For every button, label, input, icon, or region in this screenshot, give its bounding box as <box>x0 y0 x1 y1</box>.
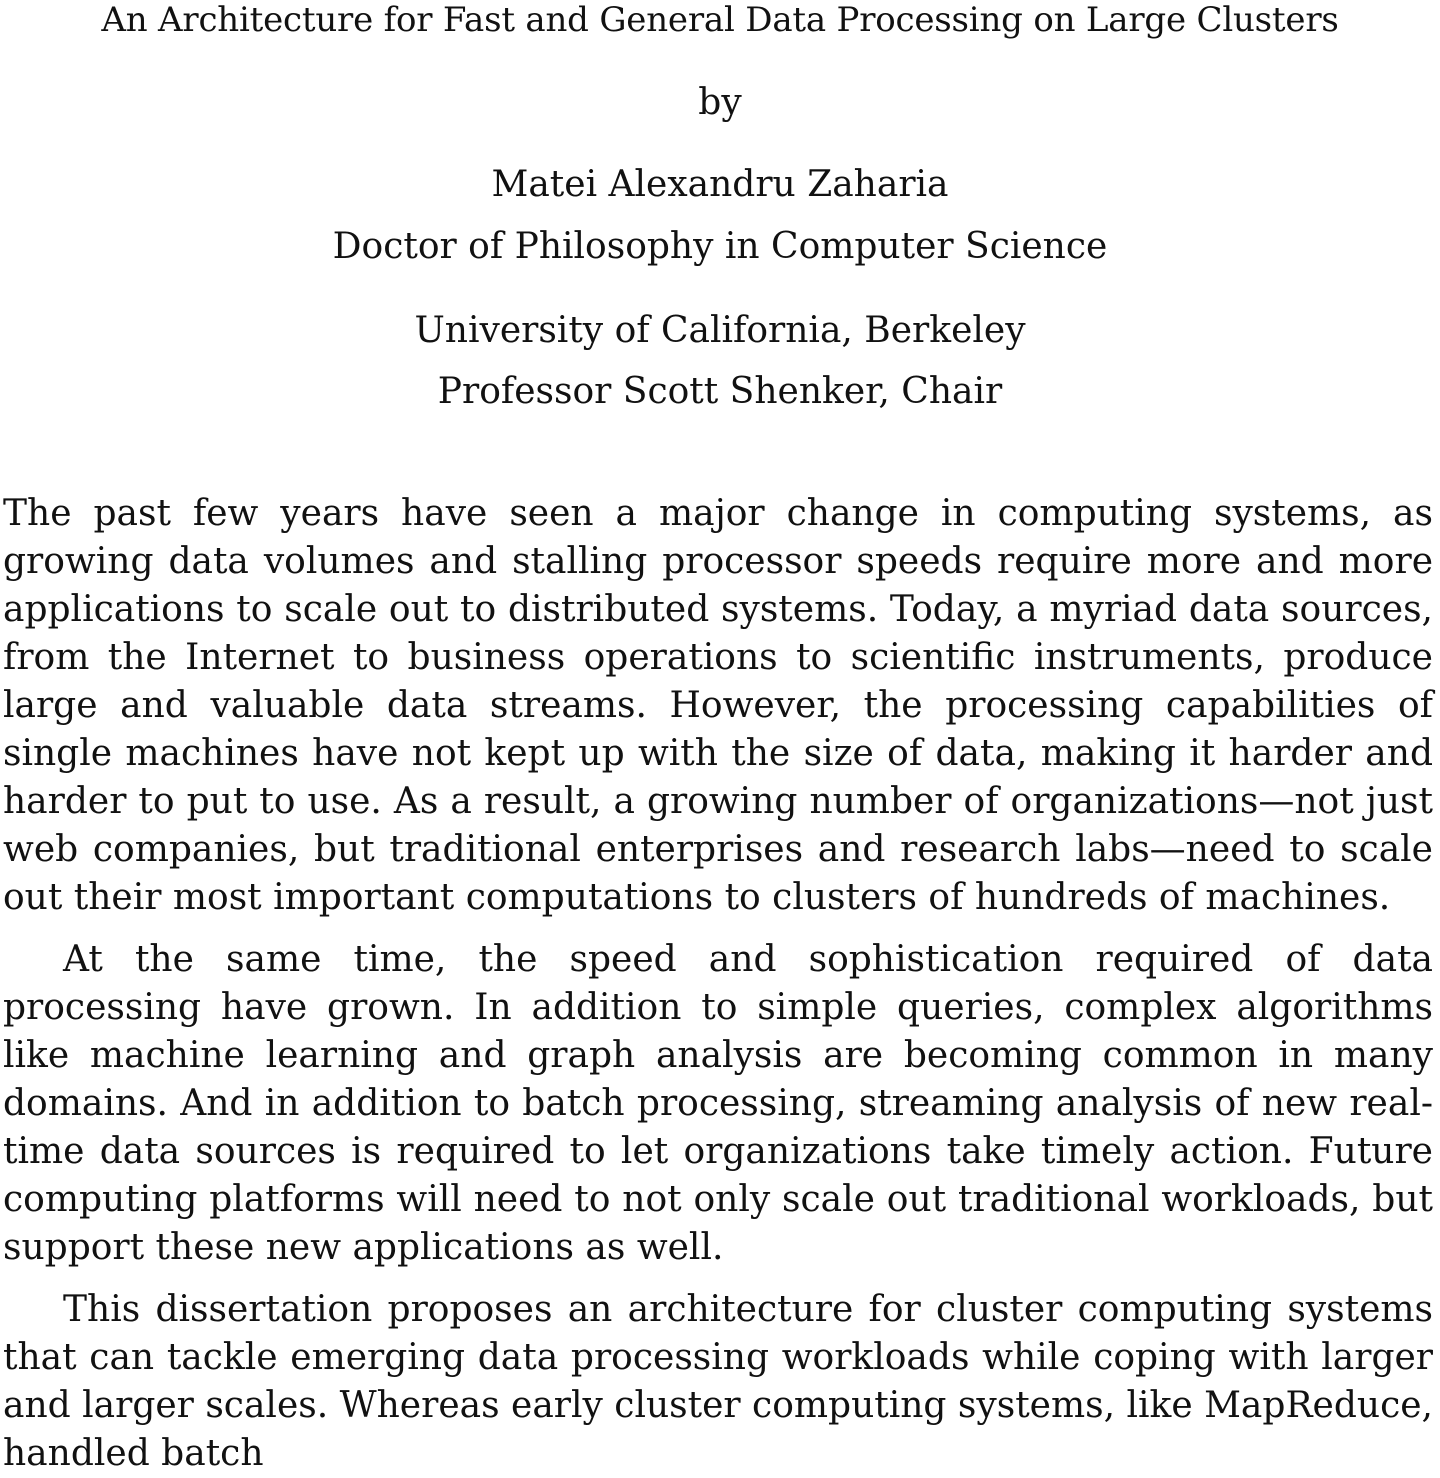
author-name: Matei Alexandru Zaharia <box>491 164 949 205</box>
abstract-paragraph-2: At the same time, the speed and sophistication required of data processing have grown. In addition to simple queries, complex algorithms like machine learning and graph analysis are becoming common in many domains. And in addition to batch processing, streaming analysis of new real-time data sources is required to let organizations take timely action. Future computing platforms will need to not only scale out traditional workloads, but support these new applications as well. <box>3 939 1433 1268</box>
degree-name: Doctor of Philosophy in Computer Science <box>332 226 1108 267</box>
abstract-paragraph-1: The past few years have seen a major change in computing systems, as growing data volumes and stalling processor speeds require more and more applications to scale out to distributed systems. Today, a myriad data sources, from the Internet to business operations to scientific instruments, produce large and valuable data streams. However, the processing capabilities of single machines have not kept up with the size of data, making it harder and harder to put to use. As a result, a growing number of organizations—not just web companies, but traditional enterprises and research labs—need to scale out their most important computations to clusters of hundreds of machines. <box>3 493 1433 918</box>
committee-chair: Professor Scott Shenker, Chair <box>437 371 1003 412</box>
document-title: An Architecture for Fast and General Data Processing on Large Clusters <box>101 0 1339 40</box>
institution-name: University of California, Berkeley <box>414 310 1026 351</box>
abstract-body <box>3 490 1433 1478</box>
by-line: by <box>698 82 742 123</box>
abstract-paragraph-3: This dissertation proposes an architecture for cluster computing systems that can tackle emerging data processing workloads while coping with larger and larger scales. Whereas early cluster computing systems, like MapReduce, handled batch <box>3 1289 1433 1474</box>
